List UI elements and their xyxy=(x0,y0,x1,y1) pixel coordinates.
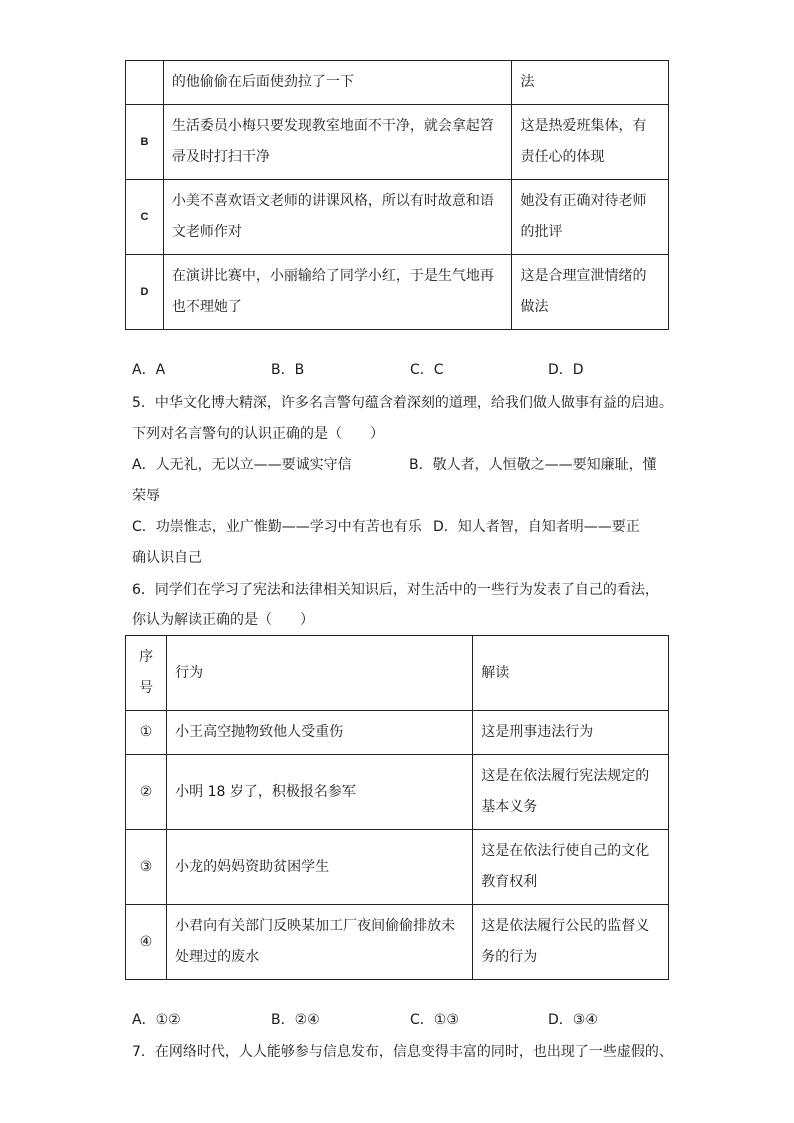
comment-cell: 这是在依法履行宪法规定的基本义务 xyxy=(473,755,669,830)
behavior-cell: 小明 18 岁了，积极报名参军 xyxy=(167,755,473,830)
question-5-stem-line1: 5．中华文化博大精深，许多名言警句蕴含着深刻的道理，给我们做人做事有益的启迪。 xyxy=(132,395,673,411)
table-row xyxy=(126,105,669,180)
behavior-cell: 小君向有关部门反映某加工厂夜间偷偷排放未处理过的废水 xyxy=(167,905,473,980)
behavior-cell: 小王高空抛物致他人受重伤 xyxy=(167,711,473,755)
behavior-cell: 生活委员小梅只要发现教室地面不干净，就会拿起笤帚及时打扫干净 xyxy=(163,105,512,180)
row-number: ① xyxy=(126,711,167,755)
table-row xyxy=(126,255,669,330)
option-cell: D xyxy=(126,255,164,330)
comment-cell: 这是刑事违法行为 xyxy=(473,711,669,755)
row-number: ④ xyxy=(126,905,167,980)
option-b[interactable]: B．B xyxy=(271,362,305,378)
question-5-stem-line2: 下列对名言警句的认识正确的是（ ） xyxy=(132,426,384,442)
comment-cell: 这是热爱班集体，有责任心的体现 xyxy=(512,105,669,180)
option-d[interactable]: D．③④ xyxy=(548,1012,598,1028)
question-7-stem-line1: 7．在网络时代，人人能够参与信息发布，信息变得丰富的同时，也出现了一些虚假的、 xyxy=(132,1044,673,1060)
option-b-continued: 荣辱 xyxy=(132,488,160,504)
option-c[interactable]: C．功崇惟志，业广惟勤——学习中有苦也有乐 xyxy=(132,519,422,535)
comment-cell: 她没有正确对待老师的批评 xyxy=(512,180,669,255)
table-row xyxy=(126,711,669,755)
option-a[interactable]: A．A xyxy=(132,362,166,378)
option-d-continued: 确认识自己 xyxy=(132,550,202,566)
question-6-stem-line2: 你认为解读正确的是（ ） xyxy=(132,612,314,628)
comment-cell: 法 xyxy=(512,61,669,105)
question-6-options xyxy=(132,1010,692,1030)
option-d[interactable]: D．D xyxy=(548,362,584,378)
option-cell: C xyxy=(126,180,164,255)
header-behavior: 行为 xyxy=(167,636,473,711)
table-header-row xyxy=(126,636,669,711)
row-number: ② xyxy=(126,755,167,830)
option-b[interactable]: B．敬人者，人恒敬之——要知廉耻，懂 xyxy=(409,457,657,473)
option-c[interactable]: C．①③ xyxy=(410,1012,459,1028)
table-row xyxy=(126,755,669,830)
question-6-stem-line1: 6．同学们在学习了宪法和法律相关知识后，对生活中的一些行为发表了自己的看法， xyxy=(132,582,659,598)
table-row xyxy=(126,180,669,255)
behavior-cell: 小龙的妈妈资助贫困学生 xyxy=(167,830,473,905)
question-4-table xyxy=(125,60,669,330)
comment-cell: 这是在依法行使自己的文化教育权利 xyxy=(473,830,669,905)
header-comment: 解读 xyxy=(473,636,669,711)
question-5-options-row2 xyxy=(132,517,672,537)
option-b[interactable]: B．②④ xyxy=(271,1012,320,1028)
option-cell: B xyxy=(126,105,164,180)
table-row xyxy=(126,830,669,905)
option-c[interactable]: C．C xyxy=(410,362,444,378)
header-num: 序号 xyxy=(126,636,167,711)
question-6-table xyxy=(125,635,669,980)
comment-cell: 这是依法履行公民的监督义务的行为 xyxy=(473,905,669,980)
behavior-cell: 的他偷偷在后面使劲拉了一下 xyxy=(163,61,512,105)
option-d[interactable]: D．知人者智，自知者明——要正 xyxy=(433,519,640,535)
question-5-options-row1 xyxy=(132,455,672,475)
question-4-options xyxy=(132,360,692,380)
option-cell xyxy=(126,61,164,105)
behavior-cell: 在演讲比赛中，小丽输给了同学小红，于是生气地再也不理她了 xyxy=(163,255,512,330)
comment-cell: 这是合理宣泄情绪的做法 xyxy=(512,255,669,330)
option-a[interactable]: A．人无礼，无以立——要诚实守信 xyxy=(132,457,352,473)
behavior-cell: 小美不喜欢语文老师的讲课风格，所以有时故意和语文老师作对 xyxy=(163,180,512,255)
row-number: ③ xyxy=(126,830,167,905)
option-a[interactable]: A．①② xyxy=(132,1012,181,1028)
table-row xyxy=(126,61,669,105)
table-row xyxy=(126,905,669,980)
